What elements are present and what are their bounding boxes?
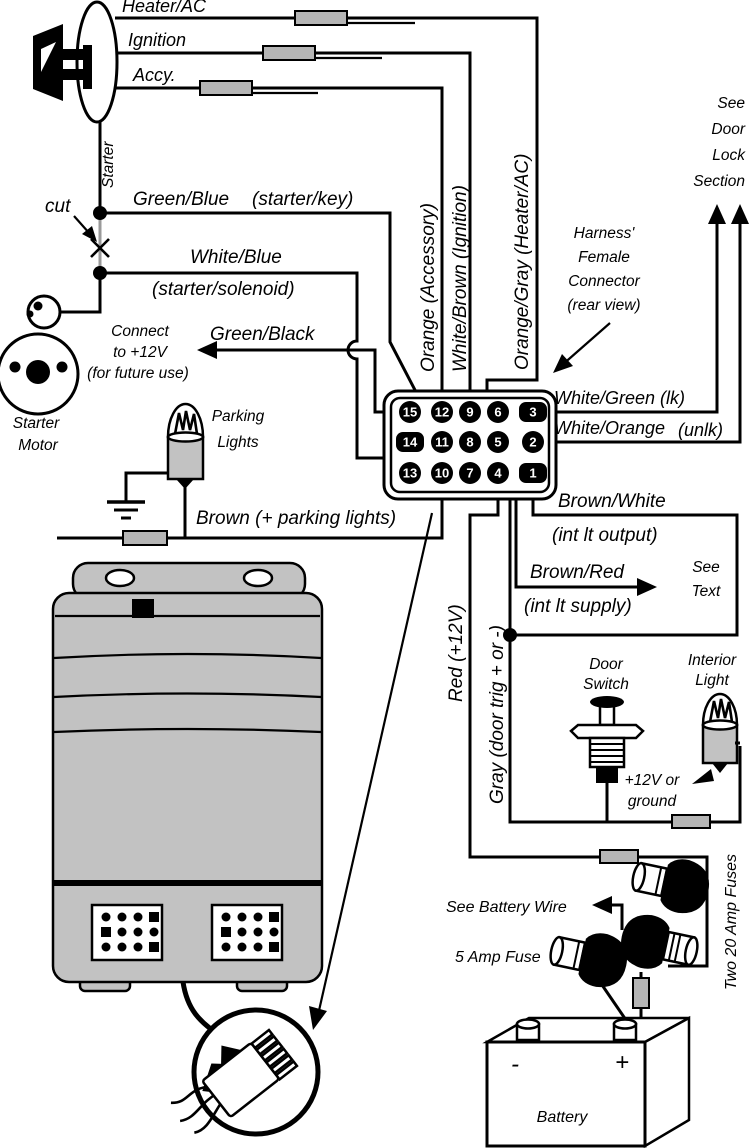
pin-10 (431, 462, 453, 484)
label-white-brown-ignition: White/Brown (Ignition) (450, 185, 471, 372)
label-accy: Accy. (133, 65, 176, 85)
pin-3-number: 3 (529, 404, 537, 420)
interior-bulb-collar (703, 721, 737, 730)
label-plus12-ground-l1: +12V or (624, 772, 680, 789)
pin-11-number: 11 (435, 434, 449, 450)
battery-terminal-neg-top (517, 1020, 539, 1029)
pin-11 (431, 431, 453, 453)
pin-15 (399, 401, 421, 423)
label-orange-accessory: Orange (Accessory) (418, 203, 439, 372)
module-socket-right (212, 905, 282, 960)
battery (487, 1018, 689, 1146)
pin-5-number: 5 (494, 434, 502, 450)
label-cut: cut (45, 196, 71, 217)
label-connect-l3: (for future use) (87, 365, 189, 382)
module-socket-left (92, 905, 162, 960)
pin-13 (399, 462, 421, 484)
bracket-hole-right (244, 570, 272, 586)
splice-parking (123, 531, 167, 545)
label-harness-l4: (rear view) (567, 297, 641, 314)
label-door-switch-l2: Switch (583, 676, 629, 693)
pin-1 (519, 463, 547, 483)
control-module (53, 563, 322, 991)
label-green-black: Green/Black (210, 324, 315, 345)
pin-4-number: 4 (494, 465, 502, 481)
label-gray-door-trig: Gray (door trig + or -) (487, 625, 508, 804)
bracket-hole-left (106, 570, 134, 586)
label-brown-red-note: (int lt supply) (524, 596, 632, 617)
label-interior-light-l2: Light (695, 672, 729, 689)
tap-dot-green-blue (93, 206, 107, 220)
label-harness-l1: Harness' (573, 225, 635, 242)
pin-12-number: 12 (434, 404, 450, 420)
label-door-lock-l1: See (717, 95, 745, 112)
starter-motor-bolt-left (10, 362, 21, 373)
label-brown-red: Brown/Red (530, 562, 624, 583)
pin-14-number: 14 (402, 434, 418, 450)
label-door-switch-l1: Door (589, 656, 623, 673)
label-starter: Starter (100, 141, 117, 188)
pin-13-number: 13 (402, 465, 418, 481)
pin-2-number: 2 (529, 434, 537, 450)
label-see-text-l1: See (692, 559, 720, 576)
module-divider (53, 880, 322, 886)
splice-accessory (200, 81, 252, 95)
pin-12 (431, 401, 453, 423)
label-door-lock-l4: Section (693, 173, 745, 190)
starter-motor-shaft (26, 360, 50, 384)
door-switch-base (596, 767, 618, 783)
pin-15-number: 15 (402, 404, 418, 420)
key-head-icon (33, 24, 63, 101)
pin-10-number: 10 (434, 465, 450, 481)
label-brown-parking: Brown (+ parking lights) (196, 508, 397, 529)
label-orange-gray-heater: Orange/Gray (Heater/AC) (512, 153, 533, 370)
pin-14 (396, 432, 424, 452)
bulb-collar (168, 433, 203, 442)
label-heater-ac: Heater/AC (122, 0, 207, 16)
harness-female-connector (384, 391, 556, 499)
pin-8 (459, 431, 481, 453)
label-green-blue-note: (starter/key) (252, 189, 354, 210)
splice-door-trigger (672, 815, 710, 828)
label-harness-l2: Female (578, 249, 630, 266)
label-red-12v: Red (+12V) (446, 604, 467, 702)
label-battery-plus: + (615, 1049, 630, 1076)
key-shaft-bar (83, 45, 92, 89)
splice-heater-ac (295, 11, 347, 25)
label-ignition: Ignition (128, 30, 187, 50)
label-harness-l3: Connector (568, 273, 640, 290)
label-starter-motor-l1: Starter (12, 415, 60, 432)
splice-battery-lead (633, 978, 649, 1008)
pin-1-number: 1 (529, 465, 537, 481)
label-battery: Battery (536, 1109, 588, 1126)
label-brown-white: Brown/White (558, 491, 666, 512)
label-door-lock-l2: Door (711, 121, 745, 138)
battery-terminal-pos-top (614, 1020, 636, 1029)
pin-4 (487, 462, 509, 484)
label-white-blue: White/Blue (190, 247, 282, 268)
label-starter-motor-l2: Motor (18, 437, 58, 454)
pin-7 (459, 462, 481, 484)
splice-ignition (263, 46, 315, 60)
parking-light-bulb (168, 404, 203, 489)
label-white-orange: White/Orange (554, 418, 666, 438)
solenoid-terminal-1 (34, 302, 43, 311)
label-interior-light-l1: Interior (687, 652, 737, 669)
label-parking-l2: Lights (217, 434, 259, 451)
pin-6-number: 6 (494, 404, 502, 420)
pin-3 (519, 402, 547, 422)
pin-8-number: 8 (466, 434, 474, 450)
tap-dot-white-blue (93, 266, 107, 280)
pin-5 (487, 431, 509, 453)
splice-red-12v (600, 850, 638, 863)
door-switch-cap (590, 696, 624, 708)
label-connect-l1: Connect (111, 323, 169, 340)
label-two-20-amp-fuses: Two 20 Amp Fuses (723, 853, 740, 990)
label-five-amp-fuse: 5 Amp Fuse (455, 949, 541, 966)
door-switch-hex-nut (571, 725, 643, 738)
pin-9 (459, 401, 481, 423)
label-connect-l2: to +12V (113, 344, 167, 361)
starter-motor-bolt-right (57, 362, 68, 373)
label-green-blue: Green/Blue (133, 189, 230, 210)
pin-2 (522, 431, 544, 453)
label-see-battery-wire: See Battery Wire (446, 899, 567, 916)
label-door-lock-l3: Lock (712, 147, 745, 164)
label-battery-minus: - (511, 1051, 519, 1078)
label-white-green-lk: White/Green (lk) (554, 388, 686, 408)
label-white-blue-note: (starter/solenoid) (152, 279, 295, 300)
pin-9-number: 9 (466, 404, 474, 420)
label-brown-white-note: (int lt output) (552, 525, 658, 546)
label-white-orange-note: (unlk) (678, 420, 724, 440)
pin-6 (487, 401, 509, 423)
pin-7-number: 7 (466, 465, 474, 481)
label-see-text-l2: Text (691, 583, 721, 600)
bulb-base (168, 437, 203, 479)
label-parking-l1: Parking (211, 408, 265, 425)
solenoid-terminal-2 (27, 311, 34, 318)
label-plus12-ground-l2: ground (627, 793, 677, 810)
